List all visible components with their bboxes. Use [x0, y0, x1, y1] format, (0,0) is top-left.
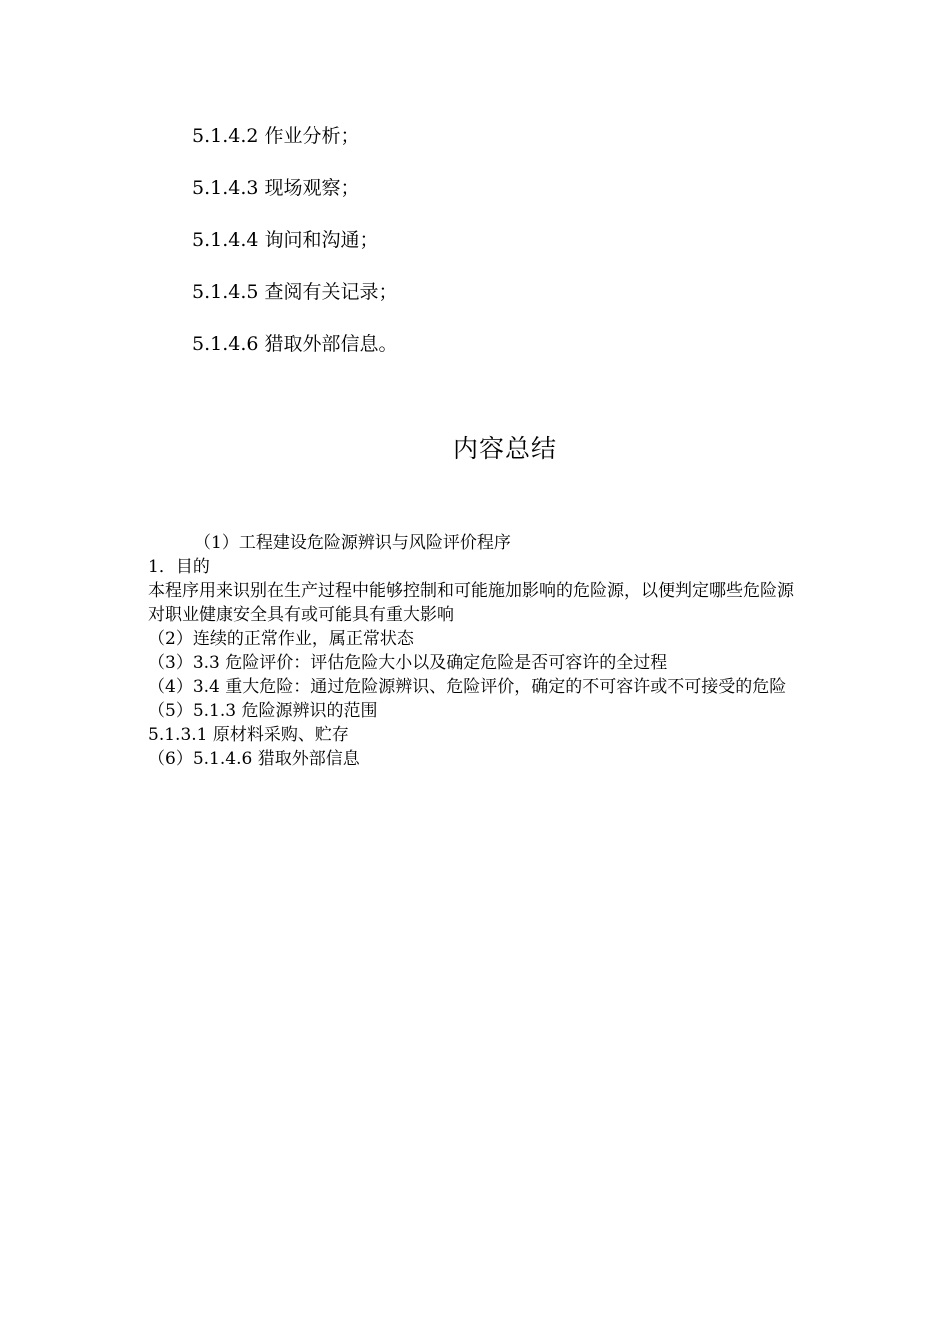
- summary-body: [148, 531, 798, 771]
- summary-line: 本程序用来识别在生产过程中能够控制和可能施加影响的危险源，以便判定哪些危险源对职业健康安全具有或可能具有重大影响: [148, 581, 794, 625]
- summary-heading: 内容总结: [452, 434, 557, 463]
- summary-line: （5）5.1.3 危险源辨识的范围: [148, 701, 378, 721]
- summary-line: （4）3.4 重大危险：通过危险源辨识、危险评价，确定的不可容许或不可接受的危险: [148, 677, 787, 697]
- list-item: 5.1.4.5 查阅有关记录；: [192, 281, 398, 303]
- summary-line: （3）3.3 危险评价：评估危险大小以及确定危险是否可容许的全过程: [148, 653, 668, 673]
- list-item: 5.1.4.3 现场观察；: [192, 177, 360, 199]
- identification-methods-list: [192, 122, 792, 382]
- list-item: 5.1.4.6 猎取外部信息。: [192, 333, 398, 355]
- list-item: 5.1.4.4 询问和沟通；: [192, 229, 379, 251]
- summary-line: （1）工程建设危险源辨识与风险评价程序: [194, 533, 511, 553]
- summary-line: 1．目的: [148, 557, 210, 577]
- summary-line: （6）5.1.4.6 猎取外部信息: [148, 749, 360, 769]
- summary-line: （2）连续的正常作业，属正常状态: [148, 629, 414, 649]
- summary-line: 5.1.3.1 原材料采购、贮存: [148, 725, 349, 745]
- list-item: 5.1.4.2 作业分析；: [192, 125, 360, 147]
